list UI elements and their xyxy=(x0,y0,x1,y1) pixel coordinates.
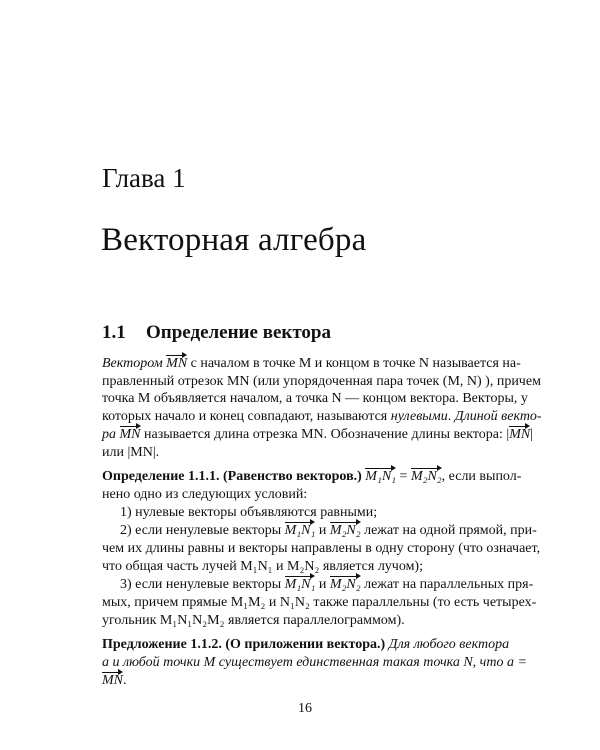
vector-mn: MN xyxy=(102,673,123,688)
proposition-line-1 xyxy=(102,636,509,654)
paragraph-line-1 xyxy=(102,355,521,373)
definition-line-2: нено одно из следующих условий: xyxy=(102,487,308,502)
vector-m1n1: M₁N₁ xyxy=(365,469,397,484)
term-zero: нулевыми xyxy=(390,409,448,424)
text: 2) если ненулевые векторы xyxy=(120,523,285,538)
definition-item-3 xyxy=(120,576,533,594)
paragraph-line-4 xyxy=(102,408,542,426)
text: 3) если ненулевые векторы xyxy=(120,577,285,592)
vector-m2n2: M₂N₂ xyxy=(329,523,361,538)
text: лежат на одной прямой, при- xyxy=(360,523,537,538)
proposition-label: Предложение 1.1.2. xyxy=(102,637,222,652)
paragraph-line-6: или |MN|. xyxy=(102,445,160,460)
text: a и любой точки M существует единственная такая точка N, что a = xyxy=(102,655,527,670)
text: лежат на параллельных пря- xyxy=(360,577,534,592)
definition-item-1: 1) нулевые векторы объявляются равными; xyxy=(120,505,378,520)
definition-item-2 xyxy=(120,522,537,540)
page-number: 16 xyxy=(298,701,312,716)
text: и xyxy=(315,523,330,538)
proposition-title: (О приложении вектора.) xyxy=(225,637,386,652)
text: ра xyxy=(102,427,116,442)
definition-line-1 xyxy=(102,468,521,486)
chapter-title: Векторная алгебра xyxy=(101,222,367,258)
vector-mn: MN xyxy=(166,356,188,371)
text: с началом в точке M и концом в точке N называется на- xyxy=(187,356,521,371)
vector-m1n1: M₁N₁ xyxy=(284,577,316,592)
text: которых начало и конец совпадают, называются xyxy=(102,409,391,424)
text: , если выпол- xyxy=(441,469,522,484)
text: и xyxy=(315,577,330,592)
proposition-line-3 xyxy=(102,672,127,690)
term-vector: Вектором xyxy=(102,356,163,371)
definition-label: Определение 1.1.1. xyxy=(102,469,220,484)
text: . xyxy=(123,673,127,688)
text: = xyxy=(396,469,411,484)
paragraph-line-5: ра MN называется длина отрезка MN. Обозначение длины вектора: |MN| xyxy=(102,427,534,442)
section-title: Определение вектора xyxy=(146,322,331,343)
definition-item-2-line-2: чем их длины равны и векторы направлены в одну сторону (что означает, xyxy=(102,541,541,556)
paragraph-line-2: правленный отрезок MN (или упорядоченная пара точек (M, N) ), причем xyxy=(102,374,541,389)
vector-m1n1: M₁N₁ xyxy=(284,523,316,538)
definition-title: (Равенство векторов.) xyxy=(222,469,362,484)
proposition-line-2 xyxy=(102,654,527,672)
definition-item-2-line-3: что общая часть лучей M₁N₁ и M₂N₂ является лучом); xyxy=(102,559,423,574)
chapter-label: Глава 1 xyxy=(102,163,186,193)
text: Для любого вектора xyxy=(385,637,510,652)
vector-m2n2: M₂N₂ xyxy=(410,469,442,484)
text: . xyxy=(447,409,455,424)
vector-m2n2: M₂N₂ xyxy=(329,577,361,592)
vector-mn: MN xyxy=(119,427,141,442)
section-heading xyxy=(102,320,331,346)
vector-mn: MN xyxy=(509,427,531,442)
term-length: Длиной векто- xyxy=(454,409,542,424)
section-number: 1.1 xyxy=(102,322,126,343)
text: называется длина отрезка MN. Обозначение длины вектора: | xyxy=(140,427,510,442)
definition-item-3-line-3: угольник M₁N₁N₂M₂ является параллелограммом). xyxy=(102,613,405,628)
paragraph-line-3: точка M объявляется началом, а точка N — концом вектора. Векторы, у xyxy=(102,391,528,406)
definition-item-3-line-2: мых, причем прямые M₁M₂ и N₁N₂ также параллельны (то есть четырех- xyxy=(102,595,537,610)
